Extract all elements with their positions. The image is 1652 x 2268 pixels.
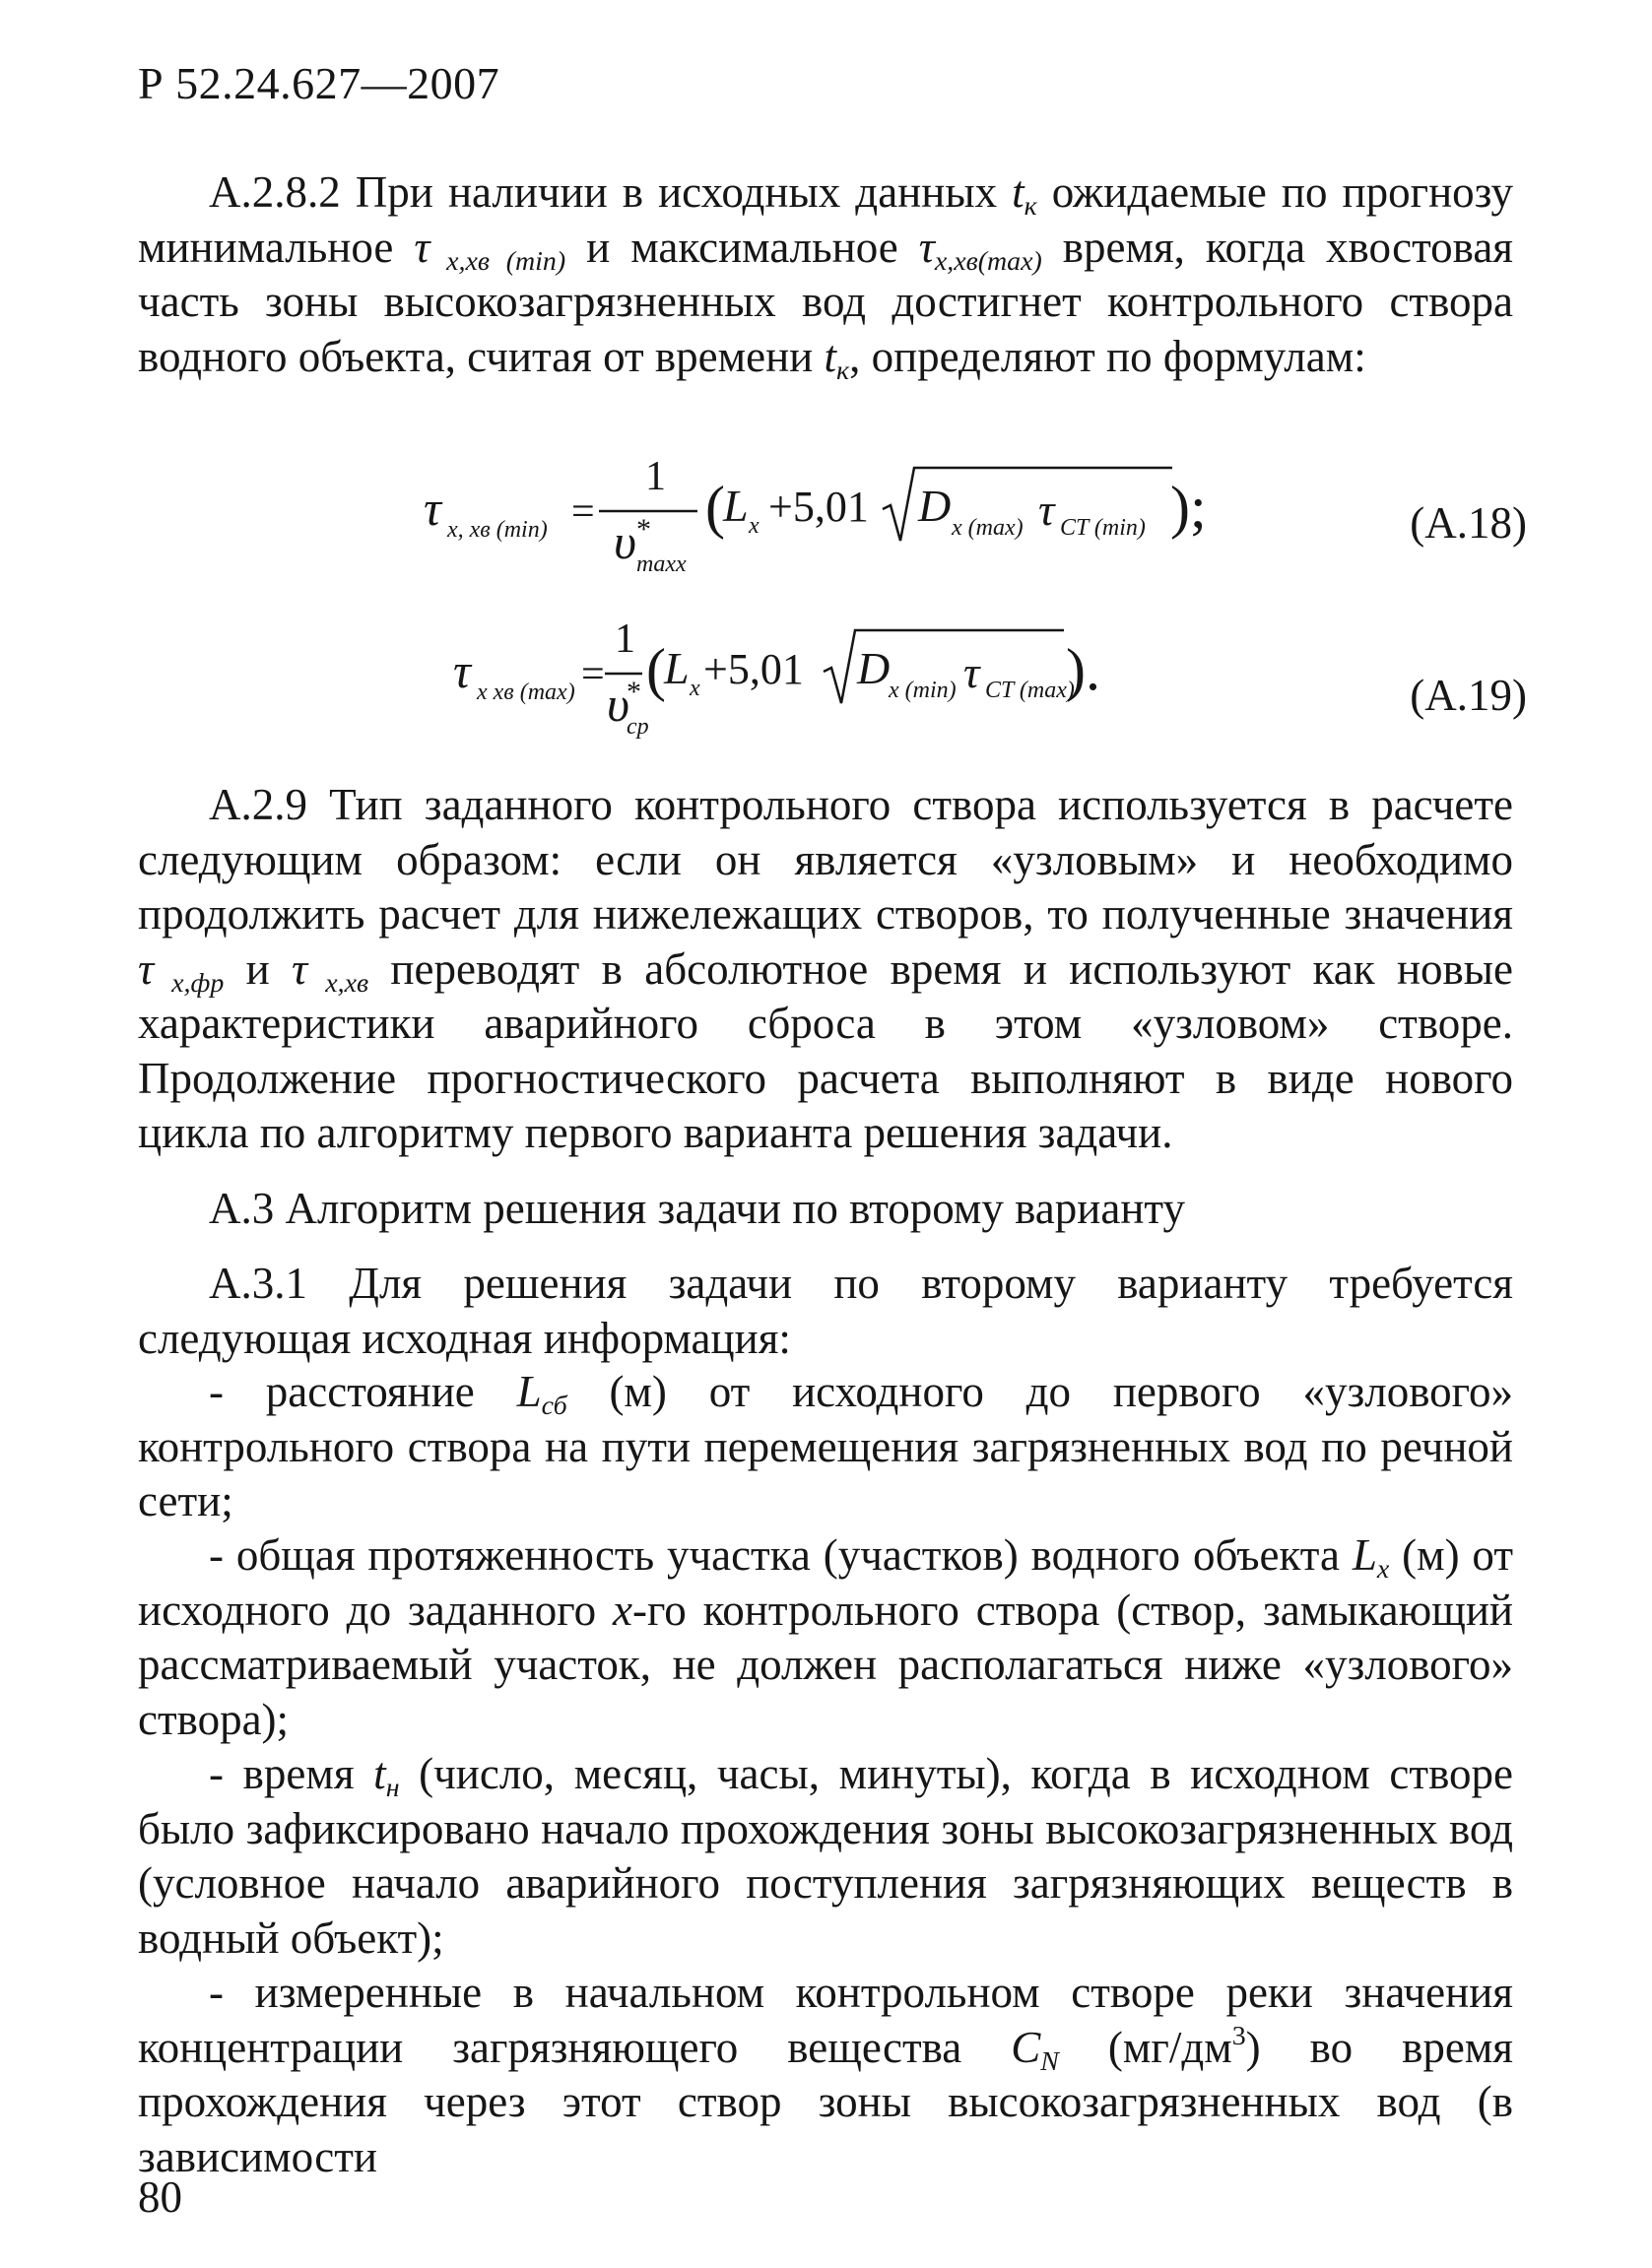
page-number: 80 bbox=[138, 2172, 182, 2222]
formula-a19-L-subscript: x bbox=[690, 676, 700, 701]
formula-a19-close-paren: ). bbox=[1066, 637, 1100, 702]
formula-a18 bbox=[424, 448, 1527, 586]
formula-a18-denominator-symbol: υ bbox=[614, 514, 636, 569]
formula-a19-lhs-subscript: x xв (max) bbox=[477, 680, 575, 705]
list-item-length: - общая протяженность участка (участков) водного объекта $L_x$ (м) от исходного до заданного x-го контрольного створа (створ, замыкающий рассматриваемый участок, не должен располагаться ниже «узлового» створа); bbox=[138, 1530, 1514, 1744]
formula-a19-graphic bbox=[424, 611, 1310, 748]
formula-a18-lhs-subscript: x, xв (min) bbox=[447, 517, 548, 543]
formula-a18-close-paren: ); bbox=[1170, 475, 1207, 540]
formula-a18-number: (А.18) bbox=[1410, 498, 1527, 548]
formula-a19-equals: = bbox=[581, 652, 605, 697]
formula-a19-coefficient: +5,01 bbox=[703, 645, 804, 693]
formula-a19-D-subscript: x (min) bbox=[889, 678, 957, 703]
formula-a19-tau-ct-symbol: τ bbox=[963, 647, 980, 697]
formula-a18-tau-ct-subscript: CT (min) bbox=[1060, 515, 1146, 541]
formula-a18-coefficient: +5,01 bbox=[768, 483, 869, 531]
list-item-distance: - расстояние $L_{сб}$ (м) от исходного до первого «узлового» контрольного створа на пути перемещения загрязненных вод по речной сети; bbox=[138, 1367, 1513, 1525]
formula-a19-numerator: 1 bbox=[615, 616, 635, 662]
formula-a18-D-subscript: x (max) bbox=[952, 515, 1024, 541]
formula-a18-lhs-symbol: τ bbox=[424, 481, 441, 536]
formula-a19 bbox=[424, 611, 1527, 748]
formula-a19-L-symbol: L bbox=[664, 643, 690, 693]
formula-a19-D-symbol: D bbox=[857, 643, 891, 693]
formula-a19-denominator-symbol: υ bbox=[607, 677, 629, 732]
paragraph-a29: А.2.9 Тип заданного контрольного створа используется в расчете следующим образом: если он является «узловым» и необходимо продолжить расчет для нижележащих створов, то полученные значения τ $_{х,фр}$ и τ $_{х,хв}$ переводят в абсолютное время и используют как новые характеристики аварийного сброса в этом «узловом» створе. Продолжение прогностического расчета выполняют в виде нового цикла по алгоритму первого варианта решения задачи. bbox=[138, 780, 1514, 1157]
document-code: Р 52.24.627—2007 bbox=[138, 58, 500, 108]
formula-a19-denominator-star: * bbox=[627, 676, 641, 708]
formula-a19-lhs-symbol: τ bbox=[453, 643, 471, 698]
formula-a19-number: (А.19) bbox=[1410, 671, 1527, 720]
formula-a18-denominator-star: * bbox=[636, 513, 651, 546]
formula-a19-denominator-subscript: cp bbox=[627, 714, 649, 740]
list-item-concentration: - измеренные в начальном контрольном створе реки значения концентрации загрязняющего вещества $C_N$ $(мг/дм^3)$ во время прохождения через этот створ зоны высокозагрязненных вод (в зависимости bbox=[138, 1968, 1513, 2181]
formula-a18-open-paren: ( bbox=[705, 475, 725, 540]
formula-a18-D-symbol: D bbox=[918, 481, 952, 531]
formula-a18-equals: = bbox=[571, 489, 595, 535]
formula-a18-graphic bbox=[424, 448, 1310, 586]
formula-a18-denominator-subscript: maxx bbox=[636, 551, 687, 577]
formula-a19-tau-ct-subscript: CT (max) bbox=[985, 678, 1075, 703]
formula-a18-L-subscript: x bbox=[749, 513, 760, 539]
section-heading-a3: А.3 Алгоритм решения задачи по второму варианту bbox=[209, 1184, 1185, 1233]
formula-a19-open-paren: ( bbox=[646, 637, 666, 702]
formula-a18-L-symbol: L bbox=[723, 481, 749, 531]
paragraph-a282: А.2.8.2 При наличии в исходных данных $t_к$ ожидаемые по прогнозу минимальное τ $_{х,хв (min)}$ и максимальное $\tau_{x,xв(max)}$ время, когда хвостовая часть зоны высокозагрязненных вод достигнет контрольного створа водного объекта, считая от времени $t_к$, определяют по формулам: bbox=[138, 167, 1513, 386]
paragraph-a31: А.3.1 Для решения задачи по второму варианту требуется следующая исходная информация: bbox=[138, 1259, 1513, 1363]
formula-a18-numerator: 1 bbox=[645, 454, 666, 499]
list-item-time: - время $t_н$ (число, месяц, часы, минуты), когда в исходном створе было зафиксировано начало прохождения зоны высокозагрязненных вод (условное начало аварийного поступления загрязняющих веществ в водный объект); bbox=[138, 1749, 1513, 1963]
formula-a18-tau-ct-symbol: τ bbox=[1038, 485, 1055, 535]
